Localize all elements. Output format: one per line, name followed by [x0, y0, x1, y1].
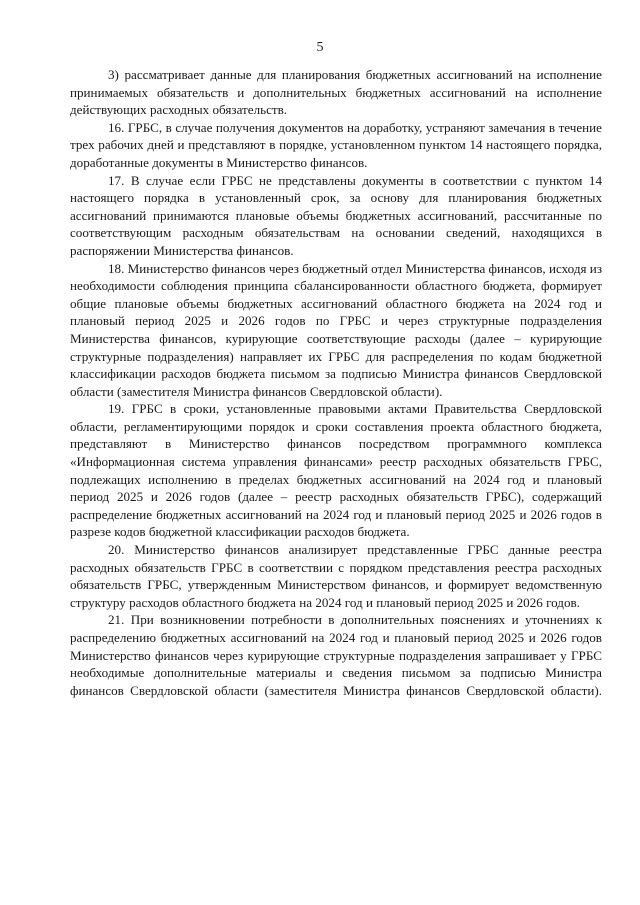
paragraph-19: 19. ГРБС в сроки, установленные правовыми актами Правительства Свердловской области, регламентирующими порядок и сроки составления проекта областного бюджета, представляют в Министерство финансов посредством программного комплекса «Информационная система управления финансами» реестр расходных обязательств ГРБС, подлежащих исполнению в пределах бюджетных ассигнований на 2024 год и плановый период 2025 и 2026 годов (далее – реестр расходных обязательств ГРБС), содержащий распределение бюджетных ассигнований на 2024 год и плановый период 2025 и 2026 годов в разрезе кодов бюджетной классификации расходов бюджета.: [70, 401, 602, 540]
paragraph-20: 20. Министерство финансов анализирует представленные ГРБС данные реестра расходных обязательств ГРБС в соответствии с порядком представления реестра расходных обязательств ГРБС, утвержденным Министерством финансов, и формирует ведомственную структуру расходов областного бюджета на 2024 год и плановый период 2025 и 2026 годов.: [70, 542, 602, 610]
document-body: [70, 66, 602, 699]
paragraph-21: 21. При возникновении потребности в дополнительных пояснениях и уточнениях к распределению бюджетных ассигнований на 2024 год и плановый период 2025 и 2026 годов Министерство финансов через курирующие структурные подразделения запрашивает у ГРБС необходимые дополнительные материалы и сведения письмом за подписью Министра финансов Свердловской области (заместителя Министра финансов Свердловской области).: [70, 612, 602, 698]
paragraph-18: 18. Министерство финансов через бюджетный отдел Министерства финансов, исходя из необходимости соблюдения принципа сбалансированности областного бюджета, формирует общие плановые объемы бюджетных ассигнований областного бюджета на 2024 год и плановый период 2025 и 2026 годов по ГРБС и через структурные подразделения Министерства финансов, курирующие соответствующие расходы (далее – курирующие структурные подразделения) направляет их ГРБС для распределения по кодам бюджетной классификации расходов бюджета письмом за подписью Министра финансов Свердловской области (заместителя Министра финансов Свердловской области).: [70, 260, 602, 399]
paragraph-item-3: 3) рассматривает данные для планирования бюджетных ассигнований на исполнение принимаемых обязательств и дополнительных бюджетных ассигнований на исполнение действующих расходных обязательств.: [70, 67, 602, 118]
paragraph-16: 16. ГРБС, в случае получения документов на доработку, устраняют замечания в течение трех рабочих дней и представляют в порядке, установленном пунктом 14 настоящего порядка, доработанные документы в Министерство финансов.: [70, 119, 602, 170]
page-number: 5: [316, 40, 324, 55]
paragraph-17: 17. В случае если ГРБС не представлены документы в соответствии с пунктом 14 настоящего порядка в установленный срок, за основу для планирования бюджетных ассигнований принимаются плановые объемы бюджетных ассигнований, рассчитанные по соответствующим расходным обязательствам на основании сведений, находящихся в распоряжении Министерства финансов.: [70, 172, 602, 258]
